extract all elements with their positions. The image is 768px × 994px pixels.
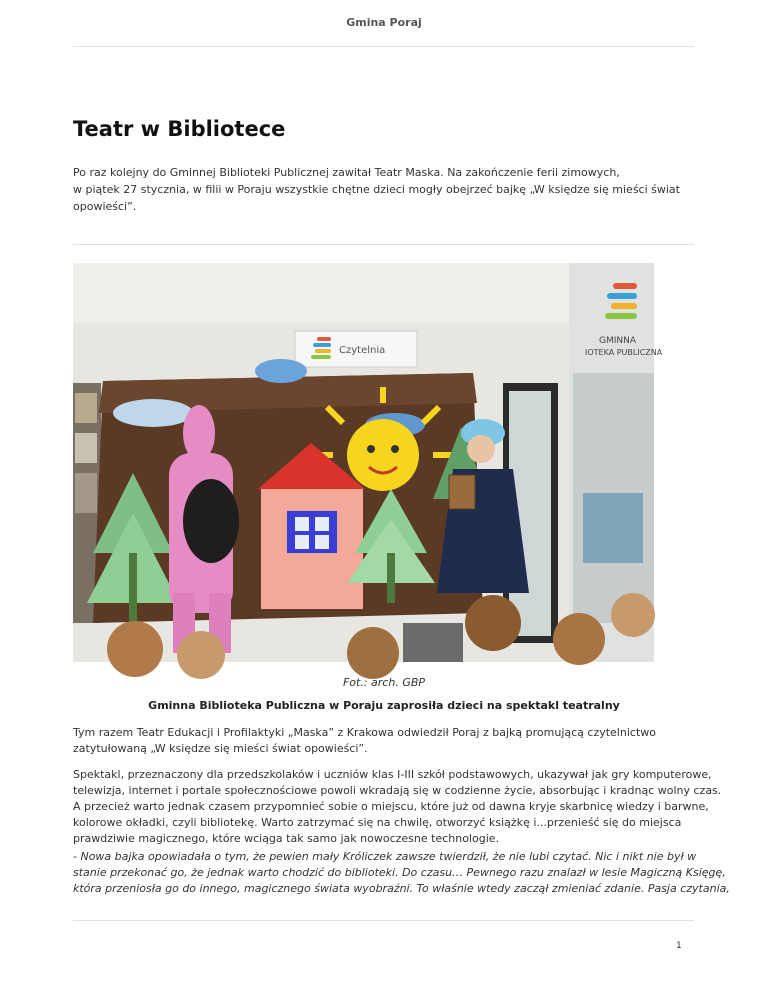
intro-divider bbox=[73, 244, 694, 245]
paragraph-1 bbox=[73, 725, 698, 757]
intro-line: w piątek 27 stycznia, w filii w Poraju wszystkie chętne dzieci mogły obejrzeć bajkę „W księdze się mieści świat bbox=[73, 183, 680, 196]
article-title: Teatr w Bibliotece bbox=[73, 117, 286, 141]
paragraph-2 bbox=[73, 767, 722, 847]
door-text-2: IOTEKA PUBLICZNA bbox=[585, 348, 663, 357]
page-number: 1 bbox=[676, 941, 682, 951]
paragraph-line: zatytułowaną „W księdze się mieści świat opowieści”. bbox=[73, 742, 368, 755]
paragraph-line: A przecież warto jednak czasem przypomnieć sobie o miejscu, które już od dawna kryje skarbnicę wiedzy i barwne, bbox=[73, 800, 709, 813]
header-divider bbox=[73, 46, 694, 47]
paragraph-line: stanie przekonać go, że jednak warto chodzić do biblioteki. Do czasu… Pewnego razu znalazł w lesie Magiczną Księgę, bbox=[73, 866, 726, 879]
paragraph-line: - Nowa bajka opowiadała o tym, że pewien mały Króliczek zawsze twierdził, że nie lubi czytać. Nic i nikt nie był w bbox=[73, 850, 697, 863]
page-header bbox=[0, 0, 768, 46]
paragraph-line: która przeniosła go do innego, magicznego świata wyobraźni. To właśnie wtedy zaczął zmieniać zdanie. Pasja czytania, bbox=[73, 882, 730, 895]
site-name: Gmina Poraj bbox=[346, 16, 422, 29]
intro-line: Po raz kolejny do Gminnej Biblioteki Publicznej zawitał Teatr Maska. Na zakończenie ferii zimowych, bbox=[73, 166, 620, 179]
paragraph-3 bbox=[73, 849, 730, 897]
photo-caption: Fot.: arch. GBP bbox=[342, 676, 426, 689]
intro-line: opowieści”. bbox=[73, 200, 137, 213]
door-text-1: GMINNA bbox=[599, 336, 637, 346]
article-intro bbox=[73, 164, 693, 215]
paragraph-line: kolorowe okładki, czyli bibliotekę. Warto zatrzymać się na chwilę, otworzyć książkę i...przenieść się do miejsca bbox=[73, 816, 682, 829]
paragraph-line: Tym razem Teatr Edukacji i Profilaktyki „Maska” z Krakowa odwiedził Poraj z bajką promującą czytelnictwo bbox=[73, 726, 656, 739]
theatre-photo bbox=[73, 263, 663, 662]
paragraph-line: prawdziwie magicznego, które wciąga tak samo jak nowoczesne technologie. bbox=[73, 832, 500, 845]
paragraph-line: Spektakl, przeznaczony dla przedszkolaków i uczniów klas I-III szkół podstawowych, ukazywał jak gry komputerowe, bbox=[73, 768, 712, 781]
paragraph-line: telewizja, internet i portale społecznościowe powoli wkradają się w codzienne życie, absorbując i kradnąc wolny czas. bbox=[73, 784, 722, 797]
footer-divider bbox=[73, 920, 694, 921]
article-subheading: Gminna Biblioteka Publiczna w Poraju zaprosiła dzieci na spektakl teatralny bbox=[148, 699, 620, 712]
reading-room-sign: Czytelnia bbox=[339, 345, 386, 356]
